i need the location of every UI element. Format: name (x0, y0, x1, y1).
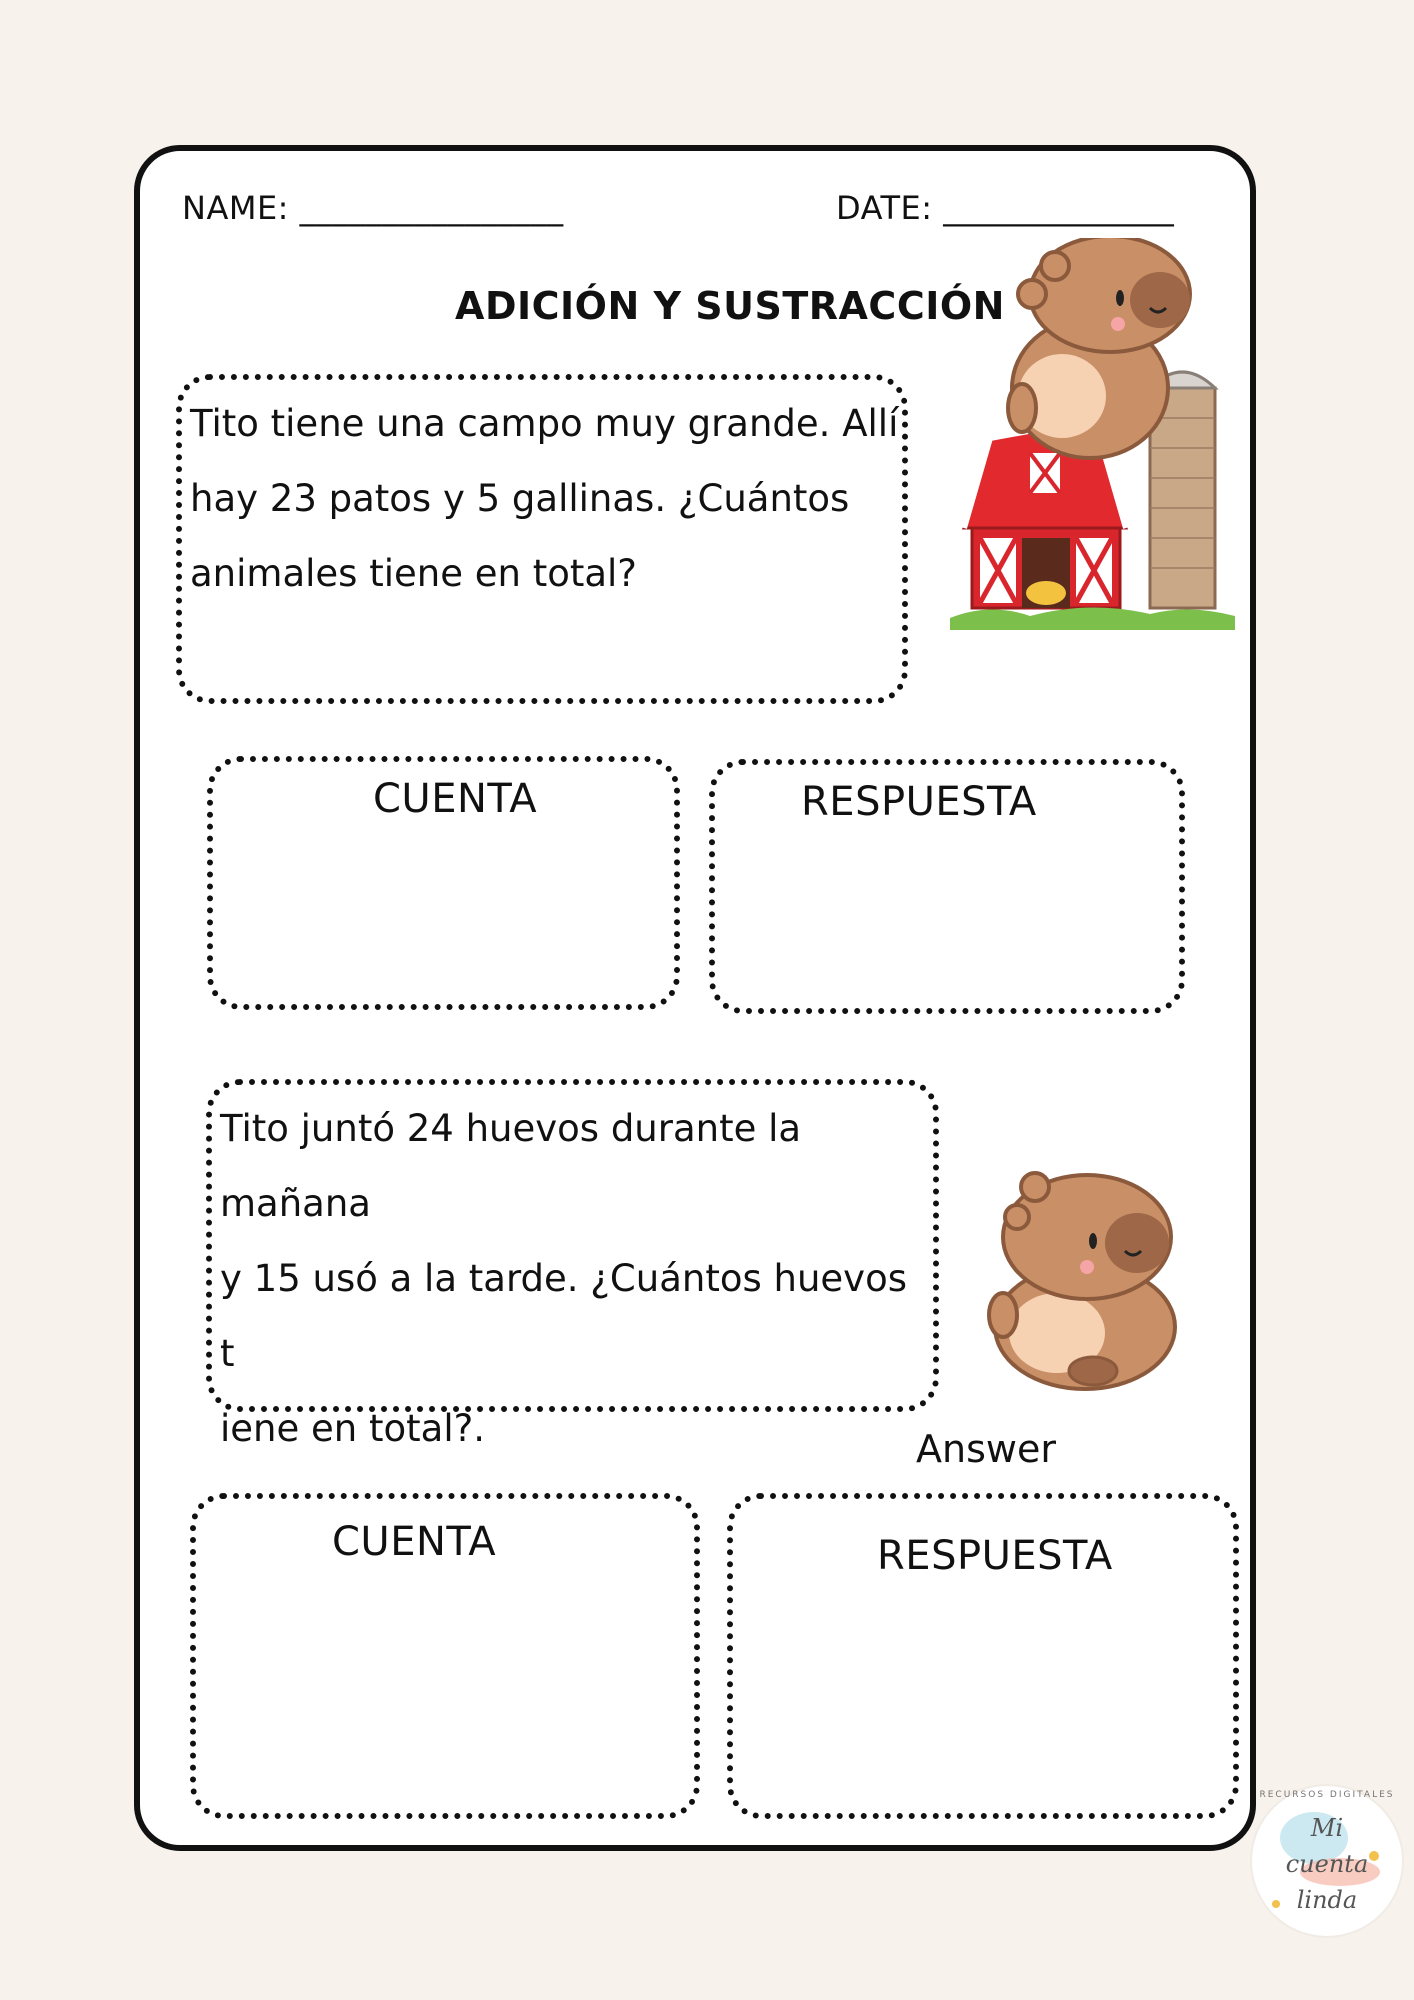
problem-1-cuenta-box[interactable] (207, 756, 680, 1010)
problem-2-respuesta-label: RESPUESTA (877, 1533, 1113, 1579)
problem-1-box (176, 374, 908, 704)
capybara-sitting-illustration (975, 1165, 1185, 1395)
name-field-label: NAME: ________________ (182, 189, 564, 227)
logo-ring-text: RECURSOS DIGITALES (1259, 1790, 1395, 1800)
date-field-label: DATE: ______________ (836, 189, 1175, 227)
problem-1-cuenta-label: CUENTA (373, 776, 538, 822)
problem-2-cuenta-box[interactable] (190, 1493, 700, 1819)
page-title: ADICIÓN Y SUSTRACCIÓN (455, 284, 1005, 328)
problem-2-box (206, 1079, 939, 1450)
problem-1-text: Tito tiene una campo muy grande. Allí hay 23 patos y 5 gallinas. ¿Cuántos animales tiene en total? (190, 402, 899, 595)
problem-2-text: Tito juntó 24 huevos durante la mañana y 15 usó a la tarde. ¿Cuántos huevos t iene en total?. (220, 1107, 907, 1450)
answer-label: Answer (916, 1427, 1056, 1471)
problem-1-respuesta-box[interactable] (709, 759, 1185, 1014)
logo-line-3: linda (1296, 1886, 1358, 1914)
logo-line-2: cuenta (1285, 1850, 1369, 1878)
mi-cuenta-linda-logo (1252, 1786, 1402, 1936)
problem-2-cuenta-label: CUENTA (332, 1519, 497, 1565)
capybara-on-barn-illustration (950, 238, 1240, 638)
problem-2-respuesta-box[interactable] (727, 1493, 1239, 1819)
logo-line-1: Mi (1310, 1814, 1344, 1842)
problem-1-respuesta-label: RESPUESTA (801, 779, 1037, 825)
